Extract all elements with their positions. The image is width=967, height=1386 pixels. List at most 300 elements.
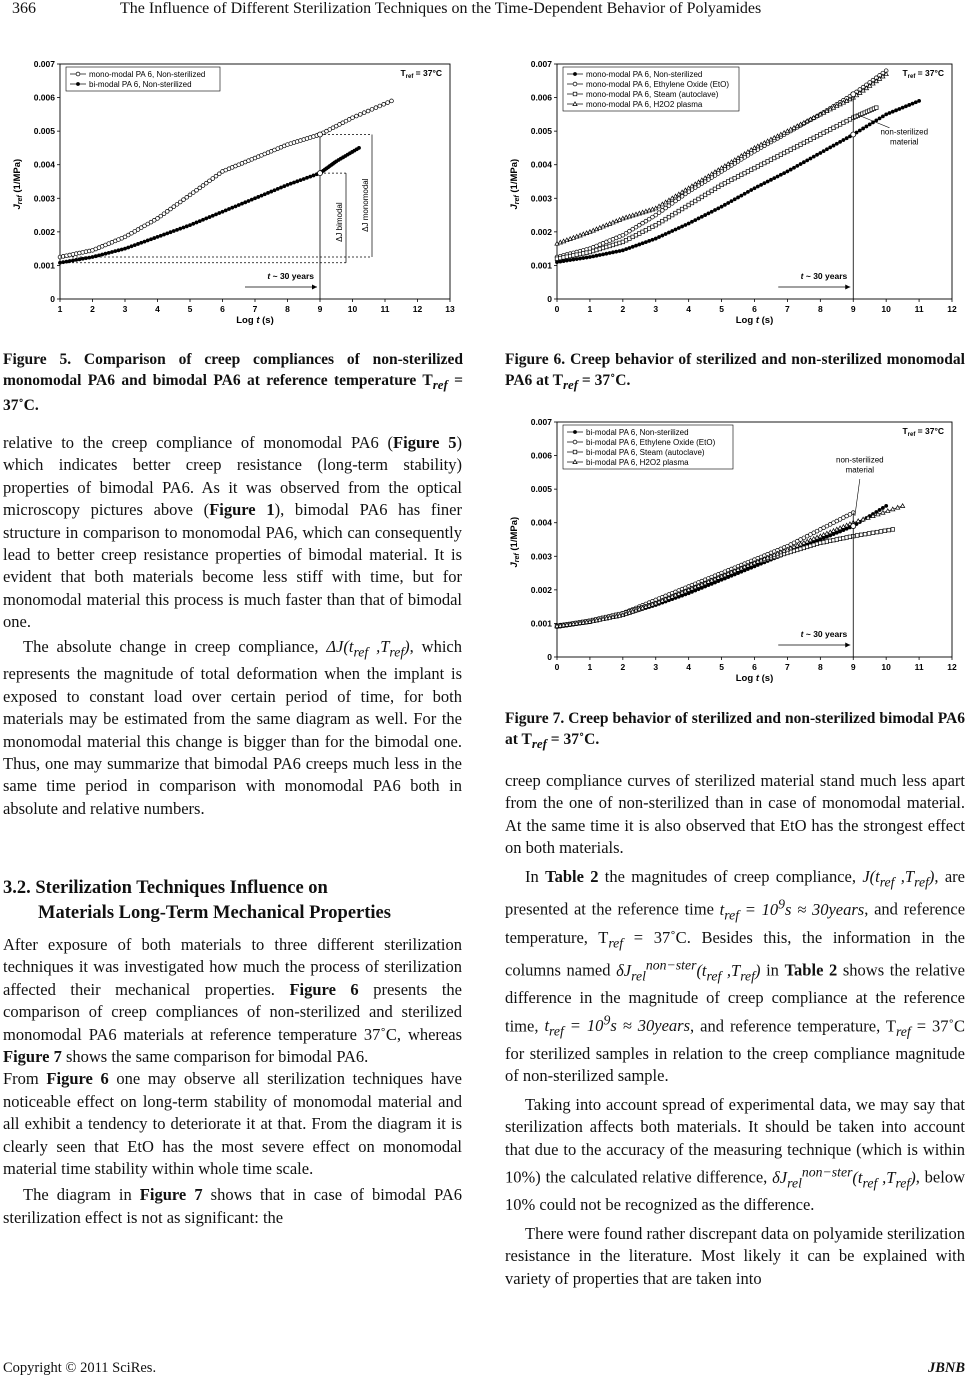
x-tick-label: 5 [719, 304, 724, 314]
data-point [224, 208, 228, 212]
data-point [786, 170, 790, 174]
data-point [730, 199, 734, 203]
data-point [687, 222, 691, 226]
data-point [136, 242, 140, 246]
data-point [598, 253, 602, 257]
data-point [240, 202, 244, 206]
data-point [743, 192, 747, 196]
data-point [858, 129, 862, 133]
series-line [557, 506, 886, 625]
x-tick-label: 4 [686, 662, 692, 672]
plot-area [509, 59, 957, 326]
data-point [358, 112, 362, 116]
data-point [634, 244, 638, 248]
x-tick-label: 4 [686, 304, 692, 314]
data-point [357, 146, 361, 150]
data-point [759, 183, 763, 187]
data-point [621, 248, 625, 252]
data-point [667, 231, 671, 235]
delta-monomodal-label: ΔJ monomodal [361, 178, 370, 232]
y-tick-label: 0.004 [33, 159, 55, 170]
x-tick-label: 13 [445, 304, 455, 314]
data-point [618, 249, 622, 253]
data-point [139, 241, 143, 245]
data-point [573, 82, 577, 86]
legend-entry: mono-modal PA 6, Non-sterilized [89, 70, 206, 79]
data-point [888, 111, 892, 115]
paragraph: In Table 2 the magnitudes of creep compliance, $J(t_{ref}$ $,T_{ref}$), are presented at the reference time $t_{ref} = 10^9s$ ≈ 30years, and reference temperature, $T_{ref}$ = 37˚C. Besides this, the information in the columns named $\delta J_{rel}^{non-ster}(t_{ref}$ $,T_{ref}$) in Table 2 shows the relative difference in the magnitude of creep compliance at the reference time, $t_{ref} = 10^9s$ ≈ 30years, and reference temperature, $T_{ref}$ = 37˚C for sterilized samples in relation to the creep compliance magnitude of non-sterilized sample. [505, 866, 966, 1086]
figure-6-chart [507, 52, 963, 340]
x-tick-label: 2 [620, 304, 626, 314]
data-point [644, 240, 648, 244]
x-tick-label: 8 [817, 662, 823, 672]
data-point [891, 528, 895, 532]
page-header [0, 0, 967, 24]
data-point [581, 256, 585, 260]
data-point [795, 164, 799, 168]
left-column-body-2 [3, 934, 462, 1229]
data-point [851, 524, 856, 529]
x-axis-label: Log t (s) [236, 315, 274, 326]
data-point [390, 99, 394, 103]
data-point [578, 257, 582, 261]
y-tick-label: 0.001 [33, 260, 55, 271]
data-point [700, 215, 704, 219]
data-point [279, 186, 283, 190]
data-point [693, 218, 697, 222]
figure-ref[interactable]: Figure 6 [46, 1069, 109, 1089]
y-tick-label: 0.001 [530, 618, 552, 629]
data-point [851, 132, 856, 137]
paragraph: The absolute change in creep compliance, $\Delta J(t_{ref}$ $,T_{ref}$), which represents the magnitude of total deformation when the implant is exposed to constant load over certain period of time, for both materials may be estimated from the same diagram as well. For the monomodal material this change is bigger than for the bimodal one. Thus, one may summarize that bimodal PA6 creeps much less in the same time period in comparison with monomodal PA6 both in absolute and relative numbers. [3, 636, 462, 818]
data-point [260, 194, 264, 198]
data-point [595, 254, 599, 258]
right-column-body [505, 770, 965, 1290]
data-point [871, 531, 875, 535]
y-tick-label: 0.002 [530, 584, 552, 595]
x-tick-label: 12 [412, 304, 423, 314]
data-point [172, 229, 176, 233]
data-point [867, 532, 871, 536]
figure-6-svg [507, 52, 963, 340]
data-point [162, 233, 166, 237]
data-point [875, 530, 879, 534]
time-label: t ~ 30 years [267, 271, 314, 281]
y-tick-label: 0 [547, 294, 552, 304]
data-point [282, 184, 286, 188]
x-tick-label: 4 [155, 304, 160, 314]
data-point [382, 102, 386, 106]
data-point [628, 246, 632, 250]
x-tick-label: 7 [785, 662, 790, 672]
data-point [782, 171, 786, 175]
y-tick-label: 0.002 [33, 226, 55, 237]
data-point [152, 236, 156, 240]
data-point [195, 221, 199, 225]
data-point [868, 123, 872, 127]
data-point [123, 247, 127, 251]
data-point [907, 103, 911, 107]
data-point [191, 222, 195, 226]
data-point [273, 188, 277, 192]
data-point [762, 181, 766, 185]
x-tick-label: 11 [380, 304, 390, 314]
figure-5-svg [10, 52, 462, 340]
data-point [68, 259, 72, 263]
page-number: 366 [12, 0, 36, 17]
non-sterilized-label: non-sterilized [836, 455, 884, 465]
tref-label: $T_{ref} = 37^\circ C$ [400, 68, 442, 80]
figure-ref[interactable]: Figure 1 [209, 500, 275, 520]
time-label: t ~ 30 years [800, 629, 848, 639]
paragraph: Taking into account spread of experimental data, we may say that sterilization affects both materials. It should be taken into account that due to the accuracy of the measuring technique (which is within 10%) the calculated relative difference, $\delta J_{rel}^{non-ster}(t_{ref}$ $,T_{ref}$), below 10% could not be recognized as the difference. [505, 1094, 965, 1215]
data-point [891, 110, 895, 114]
y-tick-label: 0.006 [530, 450, 552, 461]
plot-area [12, 59, 455, 326]
x-tick-label: 10 [881, 304, 891, 314]
data-point [683, 223, 687, 227]
data-point [878, 508, 882, 512]
data-point [104, 252, 108, 256]
y-tick-label: 0.007 [530, 59, 552, 69]
data-point [651, 238, 655, 242]
x-tick-label: 9 [850, 304, 856, 314]
y-tick-label: 0.006 [33, 92, 55, 103]
data-point [601, 252, 605, 256]
data-point [126, 246, 130, 250]
data-point [756, 185, 760, 189]
data-point [608, 251, 612, 255]
table-ref[interactable]: Table 2 [784, 960, 838, 980]
data-point [201, 218, 205, 222]
figure-6-caption: Figure 6. Creep behavior of sterilized and non-sterilized monomodal PA6 at $T_{ref}$ = 37˚C. [505, 351, 965, 393]
data-point [217, 211, 221, 215]
legend [563, 425, 733, 469]
series [555, 511, 855, 629]
non-sterilized-label: non-sterilized [880, 127, 929, 137]
y-tick-label: 0.005 [530, 484, 552, 495]
data-point [312, 174, 316, 178]
data-point [851, 92, 856, 97]
x-tick-label: 5 [719, 662, 724, 672]
data-point [74, 258, 78, 262]
y-axis-label: $J_{ref}$ (1/MPa) [12, 158, 24, 210]
data-point [214, 213, 218, 217]
data-point [881, 506, 885, 510]
x-tick-label: 9 [850, 662, 856, 672]
data-point [792, 166, 796, 170]
formula-j: $J(t_{ref}$ $,T_{ref}$) [862, 866, 935, 889]
left-column-body [3, 432, 462, 820]
data-point [211, 214, 215, 218]
data-point [654, 237, 658, 241]
data-point [230, 206, 234, 210]
figure-5-chart [10, 52, 462, 340]
x-tick-label: 6 [220, 304, 225, 314]
formula-tref: $t_{ref} = 10^9s$ ≈ 30years [544, 1012, 691, 1039]
data-point [670, 229, 674, 233]
data-point [573, 92, 577, 96]
x-tick-label: 1 [57, 304, 63, 314]
data-point [204, 217, 208, 221]
data-point [680, 225, 684, 229]
tref-label: $T_{ref} = 37^\circ C$ [902, 68, 944, 80]
data-point [716, 206, 720, 210]
data-point [130, 244, 134, 248]
data-point [305, 176, 309, 180]
data-point [351, 116, 355, 120]
data-point [614, 250, 618, 254]
data-point [901, 106, 905, 110]
data-point [779, 173, 783, 177]
label-pointer [855, 479, 860, 516]
legend-entry: mono-modal PA 6, H2O2 plasma [586, 100, 703, 109]
table-ref[interactable]: Table 2 [545, 866, 599, 886]
data-point [227, 207, 231, 211]
data-point [120, 248, 124, 252]
data-point [575, 257, 579, 261]
data-point [832, 144, 836, 148]
time-label: t ~ 30 years [800, 271, 848, 281]
data-point [243, 200, 247, 204]
figure-7-chart [507, 410, 963, 698]
data-point [188, 223, 192, 227]
data-point [799, 162, 803, 166]
legend-entry: bi-modal PA 6, Steam (autoclave) [586, 448, 705, 457]
legend [563, 67, 739, 111]
data-point [143, 240, 147, 244]
delta-bimodal-label: ΔJ bimodal [335, 202, 344, 242]
paragraph: There were found rather discrepant data on polyamide sterilization resistance in the literature. Most likely it can be explained with variety of properties that are taken into [505, 1223, 965, 1288]
data-point [657, 235, 661, 239]
data-point [749, 188, 753, 192]
data-point [881, 114, 885, 118]
x-tick-label: 3 [653, 662, 659, 672]
data-point [100, 253, 104, 257]
plot-area [509, 417, 957, 684]
data-point [766, 180, 770, 184]
x-tick-label: 10 [347, 304, 358, 314]
data-point [94, 254, 98, 258]
data-point [386, 101, 390, 105]
data-point [175, 228, 179, 232]
figure-ref[interactable]: Figure 7 [3, 1047, 62, 1067]
data-point [838, 140, 842, 144]
data-point [149, 237, 153, 241]
y-tick-label: 0.002 [530, 226, 552, 237]
figure-ref[interactable]: Figure 6 [289, 979, 359, 999]
data-point [165, 231, 169, 235]
data-point [269, 190, 273, 194]
data-point [253, 196, 257, 200]
x-tick-label: 0 [554, 662, 560, 672]
time-arrowhead [845, 643, 850, 648]
formula-tref: $t_{ref} = 10^9s$ ≈ 30years [719, 896, 865, 923]
data-point [182, 226, 186, 230]
formula-delta-j-rel: $\delta J_{rel}^{non-ster}(t_{ref}$ $,T_{ref}$) [616, 957, 761, 984]
y-tick-label: 0.003 [33, 193, 55, 204]
data-point [901, 504, 905, 508]
data-point [198, 219, 202, 223]
x-tick-label: 2 [90, 304, 95, 314]
non-sterilized-label: material [890, 137, 919, 147]
y-tick-label: 0.004 [530, 517, 552, 528]
data-point [897, 107, 901, 111]
data-point [374, 106, 378, 110]
data-point [703, 213, 707, 217]
legend-entry: bi-modal PA 6, Ethylene Oxide (EtO) [586, 438, 716, 447]
non-sterilized-label: material [845, 465, 875, 475]
data-point [208, 215, 212, 219]
data-point [776, 175, 780, 179]
y-tick-label: 0.005 [33, 126, 55, 137]
data-point [894, 108, 898, 112]
x-tick-label: 8 [285, 304, 290, 314]
y-tick-label: 0.007 [530, 417, 552, 427]
x-axis-label: Log t (s) [735, 315, 774, 326]
x-tick-label: 11 [914, 304, 924, 314]
data-point [802, 160, 806, 164]
data-point [812, 155, 816, 159]
data-point [573, 72, 577, 76]
data-point [221, 210, 225, 214]
x-tick-label: 11 [914, 662, 924, 672]
data-point [637, 243, 641, 247]
data-point [878, 116, 882, 120]
x-tick-label: 3 [653, 304, 659, 314]
data-point [604, 252, 608, 256]
x-tick-label: 12 [947, 662, 957, 672]
legend-entry: bi-modal PA 6, H2O2 plasma [586, 458, 689, 467]
x-tick-label: 6 [752, 662, 757, 672]
data-point [234, 204, 238, 208]
figure-ref[interactable]: Figure 7 [139, 1185, 203, 1205]
data-point [117, 248, 121, 252]
x-tick-label: 12 [947, 304, 957, 314]
data-point [861, 127, 865, 131]
footer-copyright: Copyright © 2011 SciRes. [3, 1360, 157, 1376]
data-point [697, 217, 701, 221]
data-point [884, 112, 888, 116]
x-tick-label: 1 [587, 662, 593, 672]
data-point [828, 146, 832, 150]
formula-delta-j: $\Delta J(t_{ref}$ $,T_{ref}$) [326, 636, 410, 659]
data-point [707, 211, 711, 215]
formula-delta-j-rel: $\delta J_{rel}^{non-ster}(t_{ref}$ $,T_{ref}$) [772, 1164, 916, 1190]
x-tick-label: 3 [122, 304, 128, 314]
data-point [822, 149, 826, 153]
data-point [917, 99, 921, 103]
data-point [178, 227, 182, 231]
data-point [573, 430, 577, 434]
data-point [647, 239, 651, 243]
data-point [146, 239, 150, 243]
y-tick-label: 0.003 [530, 193, 552, 204]
data-point [292, 181, 296, 185]
x-tick-label: 2 [620, 662, 626, 672]
legend-entry: mono-modal PA 6, Non-sterilized [586, 70, 703, 79]
data-point [855, 534, 859, 538]
x-tick-label: 0 [554, 304, 560, 314]
data-point [71, 259, 75, 263]
data-point [318, 171, 323, 176]
data-point [739, 194, 743, 198]
data-point [133, 243, 137, 247]
data-point [378, 104, 382, 108]
section-heading: 3.2. Sterilization Techniques Influence on Materials Long-Term Mechanical Properties [3, 878, 391, 923]
data-point [299, 178, 303, 182]
legend-entry: mono-modal PA 6, Ethylene Oxide (EtO) [586, 80, 730, 89]
data-point [185, 224, 189, 228]
x-tick-label: 7 [252, 304, 258, 314]
data-point [250, 198, 254, 202]
y-axis-label: $J_{ref}$ (1/MPa) [509, 516, 521, 568]
data-point [845, 136, 849, 140]
data-point [825, 147, 829, 151]
data-point [713, 208, 717, 212]
data-point [874, 106, 878, 110]
x-tick-label: 5 [187, 304, 193, 314]
data-point [110, 250, 114, 254]
footer-journal: JBNB [928, 1360, 966, 1376]
data-point [87, 256, 91, 260]
data-point [295, 179, 299, 183]
data-point [156, 235, 160, 239]
time-arrowhead [845, 285, 850, 290]
tref-label: $T_{ref} = 37^\circ C$ [902, 426, 944, 438]
x-tick-label: 6 [752, 304, 757, 314]
y-tick-label: 0.006 [530, 92, 552, 103]
data-point [677, 226, 681, 230]
data-point [809, 157, 813, 161]
data-point [674, 228, 678, 232]
series-line [557, 513, 853, 627]
data-point [289, 182, 293, 186]
y-tick-label: 0.004 [530, 159, 552, 170]
data-point [818, 151, 822, 155]
data-point [81, 257, 85, 261]
data-point [370, 107, 374, 111]
y-tick-label: 0.001 [530, 260, 552, 271]
data-point [276, 187, 280, 191]
figure-ref[interactable]: Figure 5 [393, 433, 457, 452]
data-point [720, 205, 724, 209]
y-tick-label: 0 [547, 652, 552, 662]
data-point [841, 138, 845, 142]
data-point [169, 230, 173, 234]
data-point [726, 201, 730, 205]
data-point [76, 72, 80, 76]
data-point [107, 251, 111, 255]
data-point [302, 177, 306, 181]
data-point [286, 183, 290, 187]
data-point [318, 132, 323, 137]
data-point [113, 249, 117, 253]
paragraph: After exposure of both materials to three different sterilization techniques it was investigated how much the process of sterilization affected their mechanical properties. Figure 6 presents the comparison of creep compliances of non-sterilized and sterilized monomodal PA6 materials at reference temperature 37˚C, whereas Figure 7 shows the same comparison for bimodal PA6. [3, 935, 462, 1067]
y-tick-label: 0.005 [530, 126, 552, 137]
data-point [887, 528, 891, 532]
data-point [723, 203, 727, 207]
data-point [263, 192, 267, 196]
data-point [61, 260, 65, 264]
data-point [256, 195, 260, 199]
x-tick-label: 7 [785, 304, 790, 314]
data-point [660, 234, 664, 238]
data-point [631, 245, 635, 249]
data-point [736, 196, 740, 200]
data-point [573, 440, 577, 444]
x-tick-label: 9 [317, 304, 323, 314]
